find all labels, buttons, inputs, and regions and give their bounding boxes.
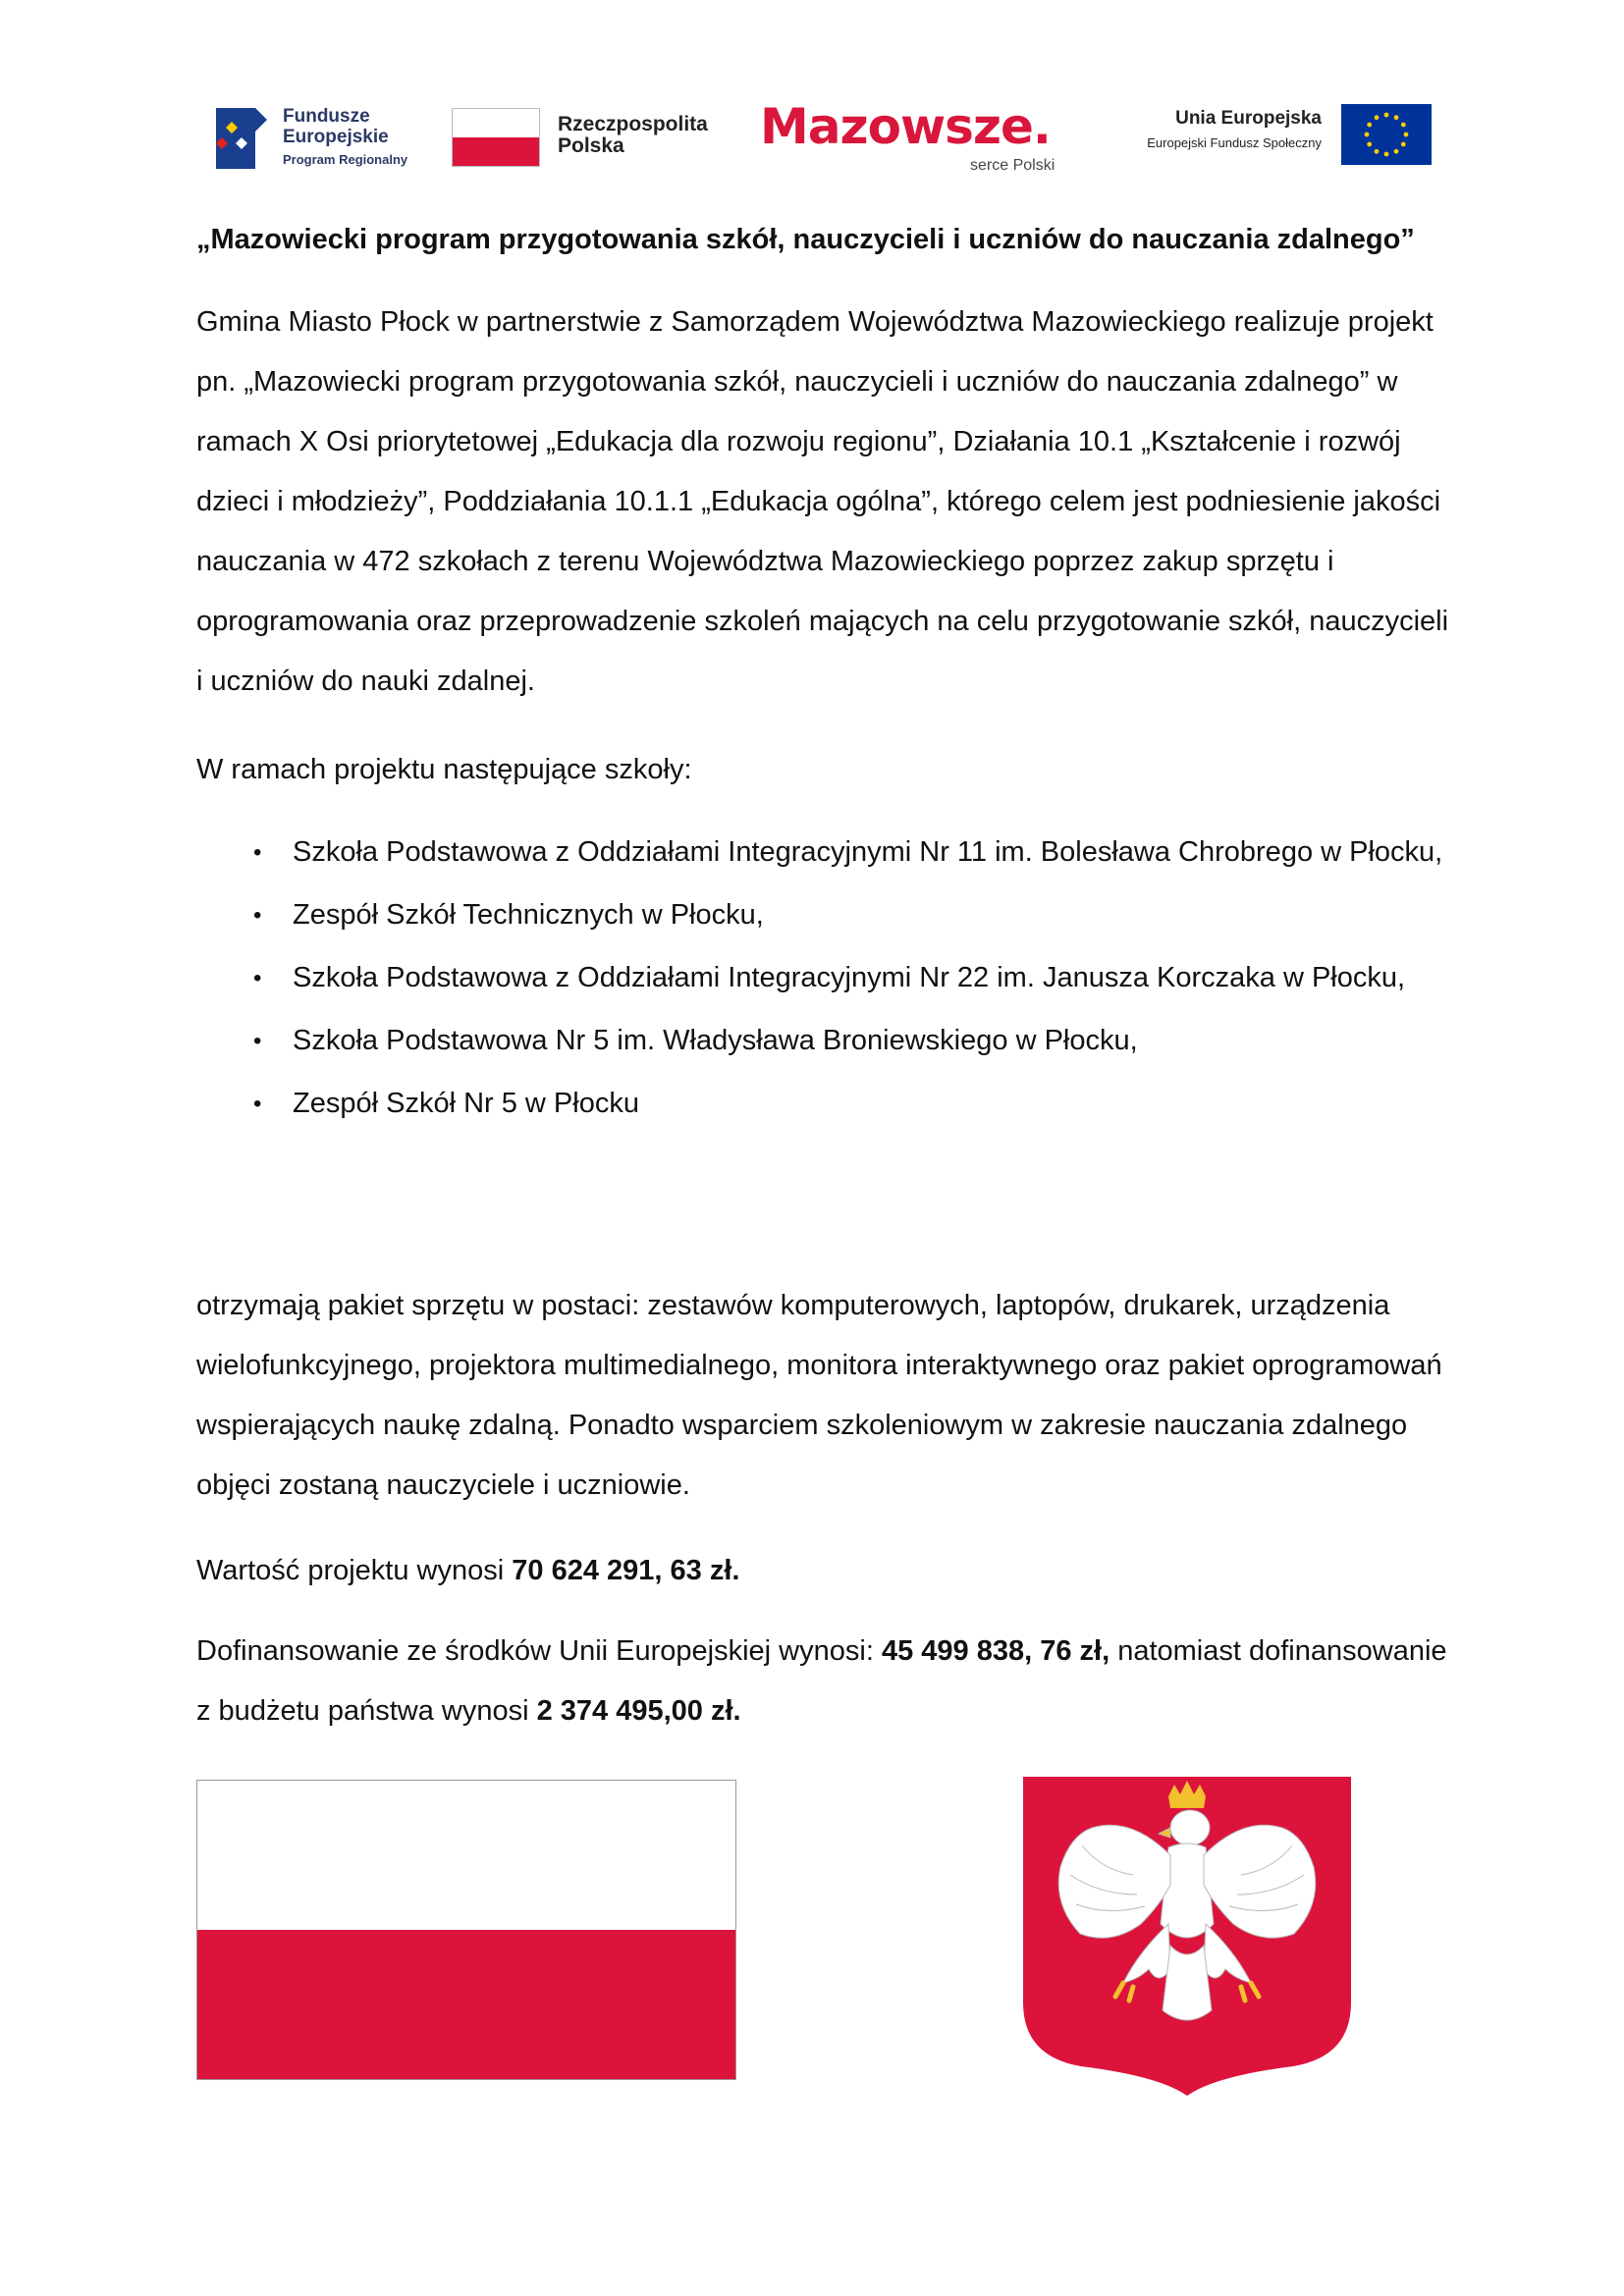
bullet: •: [253, 839, 262, 866]
rzeczpospolita-polska-logo: [452, 108, 707, 167]
cofinancing-paragraph: [196, 1622, 1453, 1741]
bullet: •: [253, 902, 262, 929]
unia-europejska-logo: [1127, 104, 1432, 169]
list-item: [253, 823, 1453, 882]
value-label: Wartość projektu wynosi: [196, 1555, 513, 1586]
list-intro: W ramach projektu następujące szkoły:: [196, 754, 692, 785]
cofin-label-2: natomiast dofinansowanie z budżetu państwa wynosi: [196, 1635, 1447, 1727]
fe-line2: Europejskie: [283, 127, 389, 147]
fe-line3: Program Regionalny: [283, 152, 408, 167]
mazowsze-logo: [760, 98, 1074, 177]
outro-paragraph: otrzymają pakiet sprzętu w postaci: zestawów komputerowych, laptopów, drukarek, urządzenia wielofunkcyjnego, projektora multimedialnego, monitora interaktywnego oraz pakiet oprogramowań wspierających naukę zdalną. Ponadto wsparciem szkoleniowym w zakresie nauczania zdalnego objęci zostaną nauczyciele i uczniowie.: [196, 1290, 1442, 1501]
project-value: [196, 1541, 1453, 1601]
list-item: [253, 1074, 1453, 1134]
rzeczpospolita-text: [558, 114, 708, 157]
school-name: Zespół Szkół Technicznych w Płocku,: [293, 899, 764, 931]
eu-line2: Europejski Fundusz Społeczny: [1147, 135, 1322, 150]
mazowsze-wordmark: Mazowsze.: [760, 98, 1051, 155]
cofin-state-amount: 2 374 495,00 zł.: [536, 1695, 741, 1727]
rp-line2: Polska: [558, 134, 624, 157]
fe-line1: Fundusze: [283, 106, 370, 127]
intro-paragraph: Gmina Miasto Płock w partnerstwie z Samorządem Województwa Mazowieckiego realizuje projekt pn. „Mazowiecki program przygotowania szkół, nauczycieli i uczniów do nauczania zdalnego” w ramach X Osi priorytetowej „Edukacja dla rozwoju regionu”, Działania 10.1 „Kształcenie i rozwój dzieci i młodzieży”, Poddziałania 10.1.1 „Edukacja ogólna”, którego celem jest podniesienie jakości nauczania w 472 szkołach z terenu Województwa Mazowieckiego poprzez zakup sprzętu i oprogramowania oraz przeprowadzenie szkoleń mających na celu przygotowanie szkół, nauczycieli i uczniów do nauki zdalnej.: [196, 306, 1449, 697]
rp-line1: Rzeczpospolita: [558, 113, 708, 135]
polish-flag: [196, 1780, 736, 2080]
value-amount: 70 624 291, 63 zł.: [512, 1555, 740, 1586]
list-item: [253, 885, 1453, 945]
bullet: •: [253, 1028, 262, 1054]
mazowsze-tagline: serce Polski: [970, 157, 1056, 174]
fundusze-europejskie-mark-icon: [212, 98, 269, 173]
school-name: Zespół Szkół Nr 5 w Płocku: [293, 1088, 639, 1119]
bullet: •: [253, 965, 262, 991]
small-polish-flag: [452, 108, 540, 167]
document-title: „Mazowiecki program przygotowania szkół, nauczycieli i uczniów do nauczania zdalnego”: [196, 224, 1415, 255]
polish-eagle-emblem-icon: [1023, 1777, 1351, 2096]
logo-strip: [196, 79, 1434, 191]
school-name: Szkoła Podstawowa z Oddziałami Integracyjnymi Nr 22 im. Janusza Korczaka w Płocku,: [293, 962, 1406, 993]
school-name: Szkoła Podstawowa z Oddziałami Integracyjnymi Nr 11 im. Bolesława Chrobrego w Płocku,: [293, 836, 1443, 868]
bullet: •: [253, 1091, 262, 1117]
cofin-eu-amount: 45 499 838, 76 zł,: [881, 1635, 1110, 1667]
school-name: Szkoła Podstawowa Nr 5 im. Władysława Broniewskiego w Płocku,: [293, 1025, 1138, 1056]
list-item: [253, 948, 1453, 1008]
fundusze-europejskie-logo: [212, 98, 408, 173]
list-item: [253, 1011, 1453, 1071]
eu-line1: Unia Europejska: [1175, 108, 1322, 129]
school-list: [196, 823, 1453, 1137]
fundusze-europejskie-text: [283, 106, 407, 170]
eu-flag-icon: [1341, 104, 1432, 165]
cofin-label-1: Dofinansowanie ze środków Unii Europejskiej wynosi:: [196, 1635, 882, 1667]
